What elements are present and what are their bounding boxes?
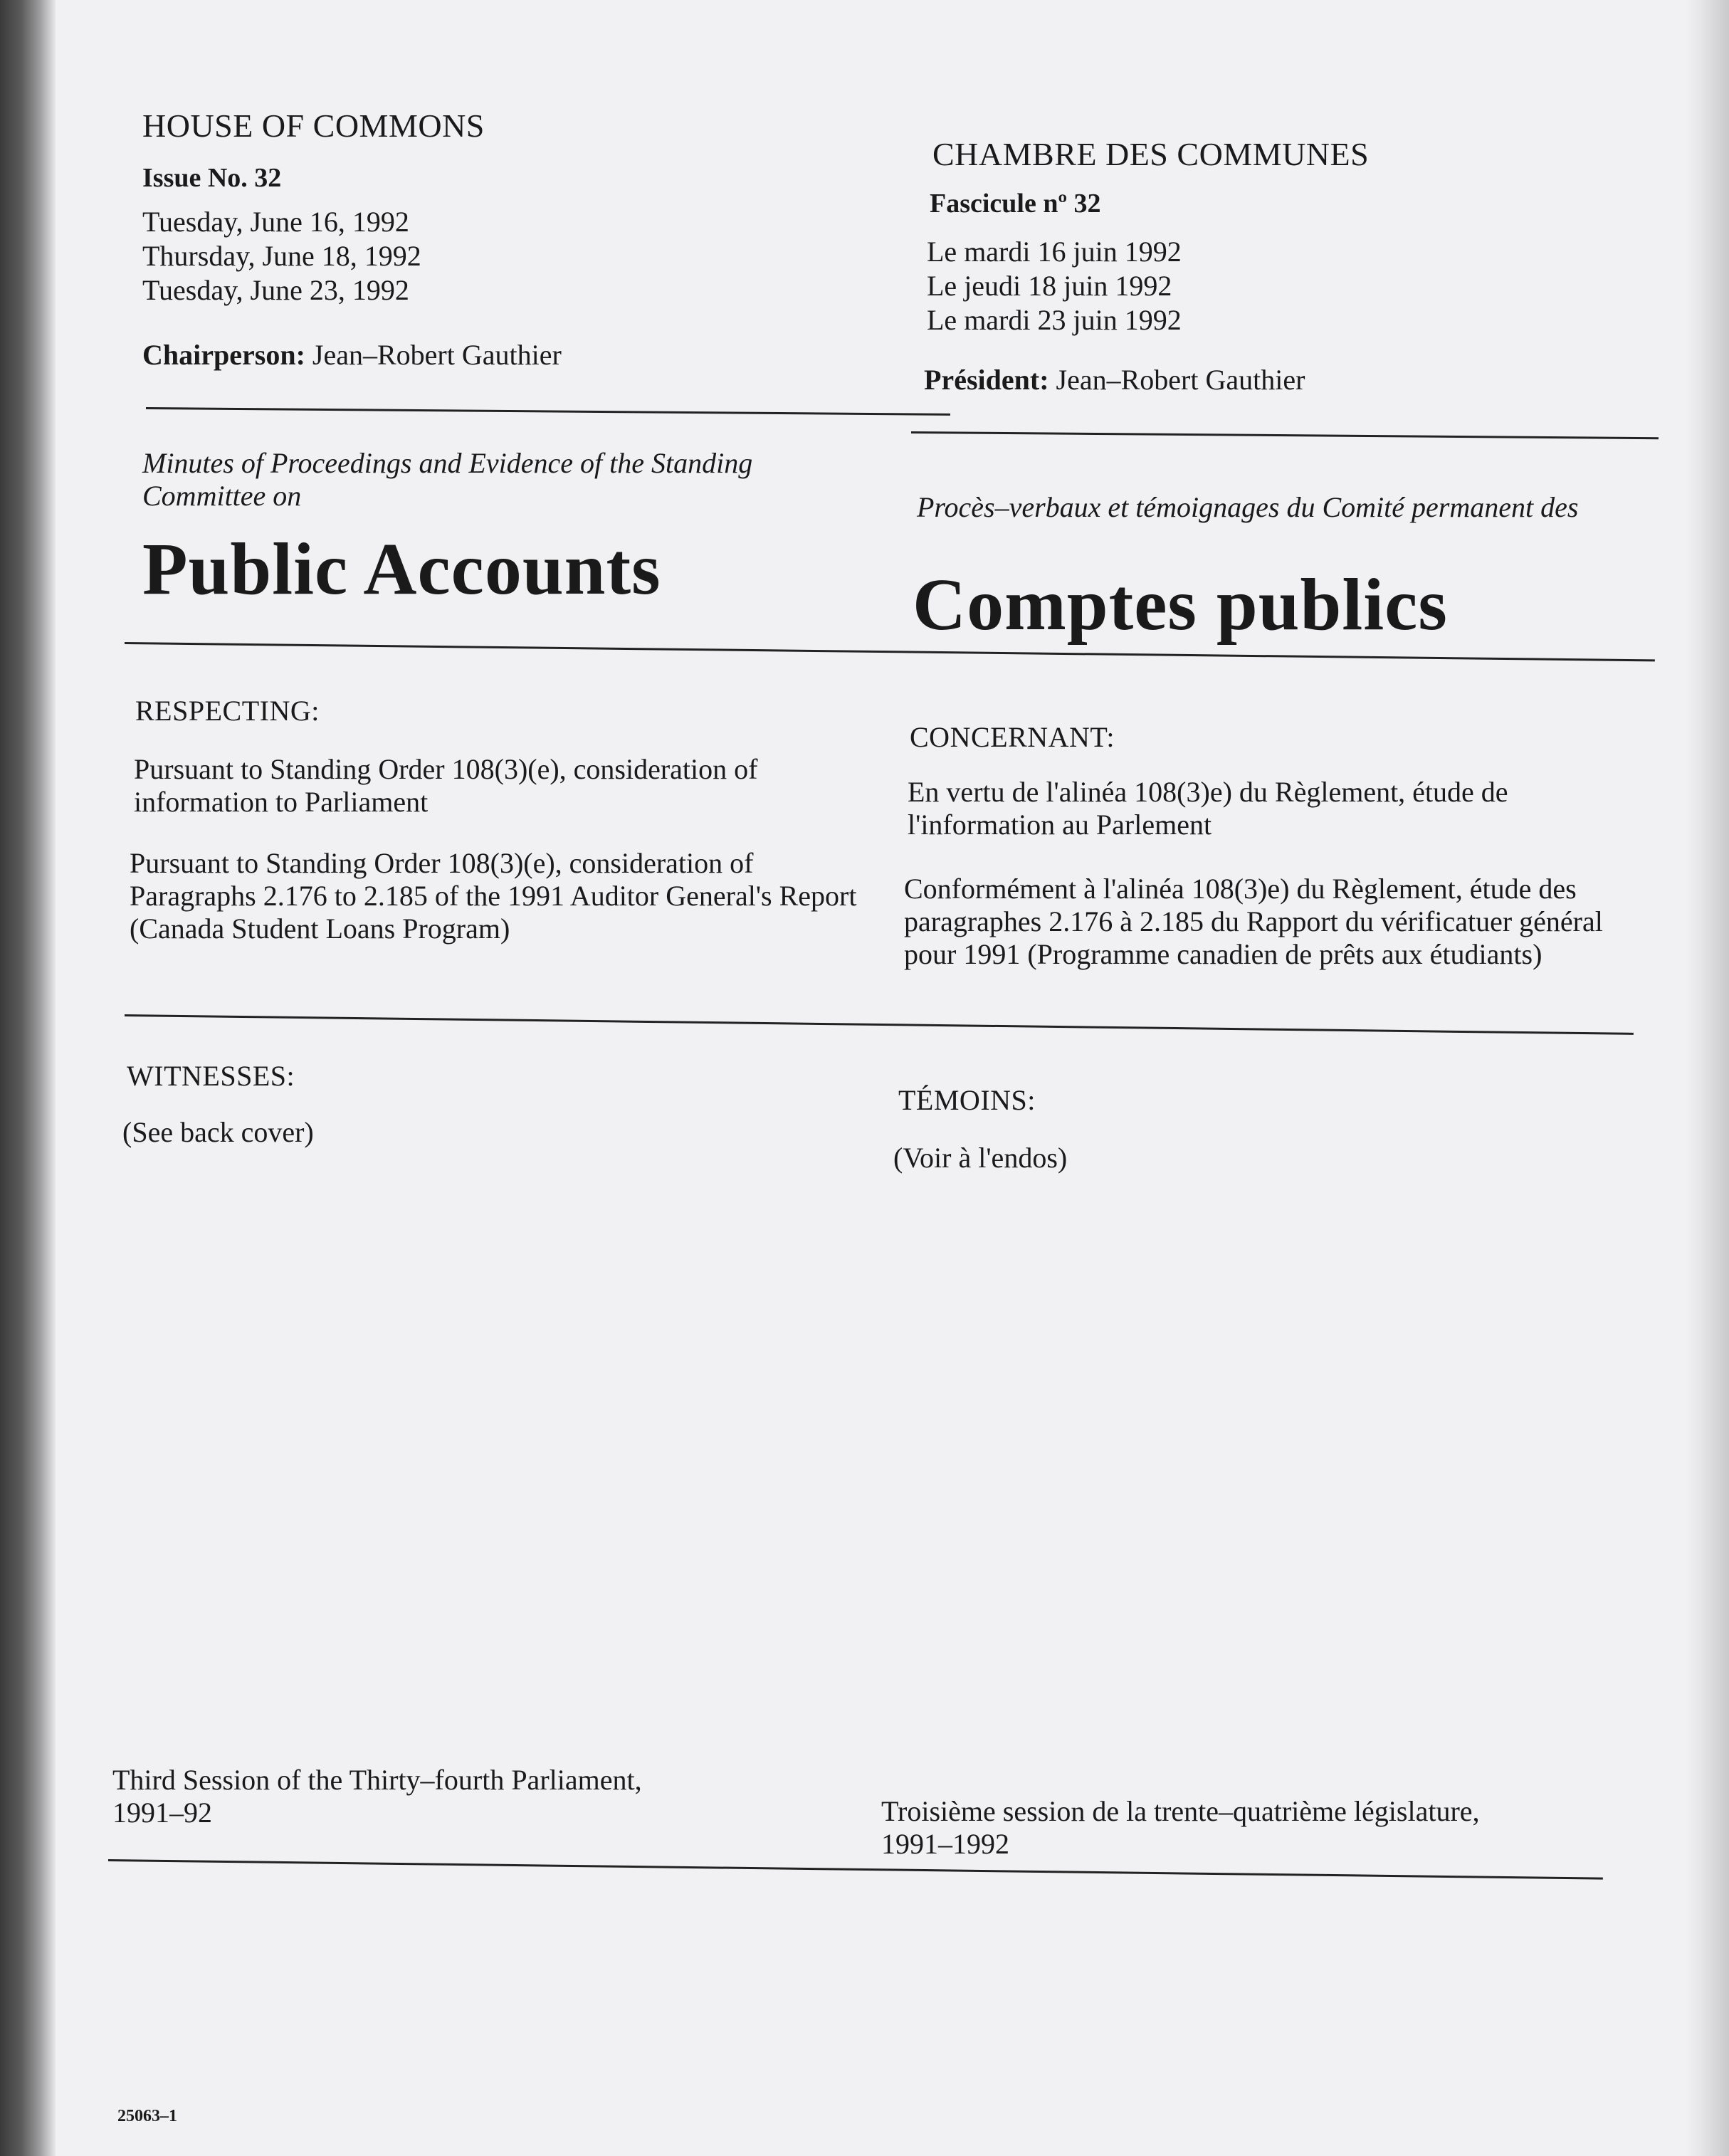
item1-fr: En vertu de l'alinéa 108(3)e) du Règlement, étude de l'information au Parlement: [908, 776, 1508, 841]
witnesses-note-en: (See back cover): [122, 1116, 314, 1148]
rule-respecting: [125, 1014, 1634, 1035]
chairperson-en: [142, 338, 876, 372]
item2-fr: Conformément à l'alinéa 108(3)e) du Règlement, étude des paragraphes 2.176 à 2.185 du Rapport du vérificatuer général pour 1991 (Programme canadien de prêts aux étudiants): [904, 873, 1603, 970]
rule-bottom: [108, 1859, 1603, 1880]
date-en-1: Tuesday, June 16, 1992: [142, 206, 409, 238]
chairperson-fr: [924, 363, 1664, 396]
witnesses-heading-fr: TÉMOINS:: [898, 1084, 1036, 1116]
item1-en: Pursuant to Standing Order 108(3)(e), consideration of information to Parliament: [134, 753, 758, 818]
document-code: 25063–1: [117, 2107, 177, 2125]
respecting-heading-en: RESPECTING:: [135, 695, 320, 727]
chair-label-en: Chairperson:: [142, 339, 305, 371]
session-en: [112, 1764, 853, 1829]
date-fr-3: Le mardi 23 juin 1992: [927, 304, 1182, 336]
chair-name-fr: Jean–Robert Gauthier: [1056, 364, 1305, 396]
minutes-fr: Procès–verbaux et témoignages du Comité permanent des: [917, 491, 1579, 523]
house-heading-fr: CHAMBRE DES COMMUNES: [932, 136, 1370, 172]
house-heading-en: HOUSE OF COMMONS: [142, 107, 485, 144]
dates-fr: [927, 235, 1667, 337]
respecting-heading-fr: CONCERNANT:: [910, 721, 1115, 753]
date-fr-2: Le jeudi 18 juin 1992: [927, 270, 1172, 302]
session-text-fr: Troisième session de la trente–quatrième législature,: [881, 1795, 1480, 1827]
session-text-en: Third Session of the Thirty–fourth Parliament,: [112, 1764, 642, 1796]
session-years-en: 1991–92: [112, 1797, 212, 1829]
witnesses-note-fr: (Voir à l'endos): [893, 1142, 1068, 1174]
rule-top-left: [146, 407, 950, 416]
dates-en: [142, 205, 876, 307]
date-en-2: Thursday, June 18, 1992: [142, 240, 421, 272]
chair-name-en: Jean–Robert Gauthier: [312, 339, 562, 371]
committee-title-fr: Comptes publics: [913, 564, 1448, 646]
session-fr: [881, 1795, 1636, 1861]
item2-en: Pursuant to Standing Order 108(3)(e), consideration of Paragraphs 2.176 to 2.185 of the 1991 Auditor General's Report (Canada Student Loans Program): [130, 847, 857, 945]
chair-label-fr: Président:: [924, 364, 1049, 396]
minutes-en: Minutes of Proceedings and Evidence of the Standing Committee on: [142, 447, 753, 512]
rule-top-right: [911, 431, 1659, 439]
date-en-3: Tuesday, June 23, 1992: [142, 274, 409, 306]
issue-number-fr: Fascicule nº 32: [930, 189, 1101, 219]
session-years-fr: 1991–1992: [881, 1828, 1009, 1860]
date-fr-1: Le mardi 16 juin 1992: [927, 236, 1182, 268]
witnesses-heading-en: WITNESSES:: [127, 1060, 295, 1092]
committee-title-en: Public Accounts: [142, 528, 661, 610]
issue-number-en: Issue No. 32: [142, 163, 282, 193]
